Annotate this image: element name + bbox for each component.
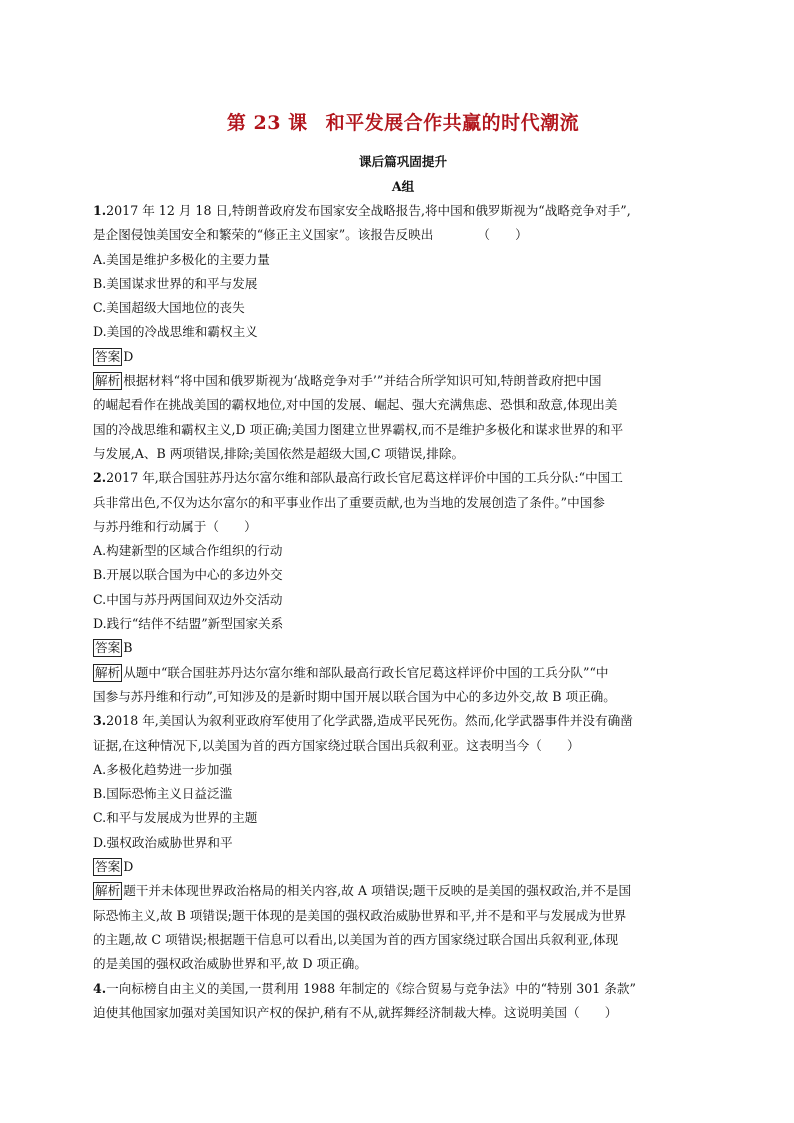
answer-tag: 答案 xyxy=(95,348,121,364)
option-a: A.美国是维护多极化的主要力量 xyxy=(93,251,270,267)
analysis-line: 的是美国的强权政治威胁世界和平,故 D 项正确。 xyxy=(93,956,367,972)
question-stem-line: 与苏丹维和行动属于（ ） xyxy=(93,518,257,534)
option-b: B.美国谋求世界的和平与发展 xyxy=(93,275,258,291)
analysis-tag: 解析 xyxy=(95,664,121,680)
analysis-line: 的崛起看作在挑战美国的霸权地位,对中国的发展、崛起、强大充满焦虑、恐惧和敌意,体现出美 xyxy=(93,397,618,413)
option-d: D.美国的冷战思维和霸权主义 xyxy=(93,324,258,340)
question-3 xyxy=(93,709,713,976)
option-c: C.中国与苏丹两国间双边外交活动 xyxy=(93,591,283,607)
option-a: A.多极化趋势进一步加强 xyxy=(93,761,233,777)
question-stem-line: 2.2017 年,联合国驻苏丹达尔富尔维和部队最高行政长官尼葛这样评价中国的工兵分队:“中国工 xyxy=(93,470,623,486)
analysis-line: 解析 根据材料“将中国和俄罗斯视为‘战略竞争对手’”并结合所学知识可知,特朗普政府把中国 xyxy=(95,373,602,389)
section-subtitle: 课后篇巩固提升 xyxy=(358,154,448,169)
option-a: A.构建新型的区域合作组织的行动 xyxy=(93,543,283,559)
group-heading: A组 xyxy=(391,179,415,194)
answer-line xyxy=(93,636,713,660)
analysis-line: 国的冷战思维和霸权主义,D 项正确;美国力图建立世界霸权,而不是维护多极化和谋求世界的和平 xyxy=(93,421,624,437)
question-4 xyxy=(93,977,713,1026)
lesson-number: 第 23 课 xyxy=(226,112,308,134)
question-number: 4. xyxy=(93,980,107,996)
question-stem-line: 证据,在这种情况下,以美国为首的西方国家绕过联合国出兵叙利亚。这表明当今（ ） xyxy=(93,737,580,753)
answer-value: D xyxy=(123,859,134,875)
option-c: C.和平与发展成为世界的主题 xyxy=(93,810,258,826)
question-number: 2. xyxy=(93,470,107,486)
analysis-line: 际恐怖主义,故 B 项错误;题干体现的是美国的强权政治威胁世界和平,并不是和平与发展成为世界 xyxy=(93,907,627,923)
answer-line xyxy=(93,345,713,369)
answer-line xyxy=(93,855,713,879)
lesson-name: 和平发展合作共赢的时代潮流 xyxy=(325,112,580,134)
question-2 xyxy=(93,466,713,709)
answer-value: B xyxy=(123,640,133,656)
option-b: B.开展以联合国为中心的多边外交 xyxy=(93,567,283,583)
option-d: D.强权政治威胁世界和平 xyxy=(93,834,233,850)
option-c: C.美国超级大国地位的丧失 xyxy=(93,300,245,316)
answer-tag: 答案 xyxy=(95,640,121,656)
lesson-title xyxy=(93,108,713,135)
option-b: B.国际恐怖主义日益泛滥 xyxy=(93,786,233,802)
analysis-line: 的主题,故 C 项错误;根据题干信息可以看出,以美国为首的西方国家绕过联合国出兵叙利亚,体现 xyxy=(93,931,619,947)
question-stem-line: 4.一向标榜自由主义的美国,一贯利用 1988 年制定的《综合贸易与竞争法》中的“特别 301 条款” xyxy=(93,980,636,996)
question-stem-line: 1.2017 年 12 月 18 日,特朗普政府发布国家安全战略报告,将中国和俄罗斯视为“战略竞争对手”, xyxy=(93,203,631,218)
question-1 xyxy=(93,199,713,466)
answer-value: D xyxy=(123,348,134,364)
question-stem-line: 3.2018 年,美国认为叙利亚政府军使用了化学武器,造成平民死伤。然而,化学武器事件并没有确凿 xyxy=(93,713,633,729)
question-number: 1. xyxy=(93,203,107,218)
analysis-line: 与发展,A、B 两项错误,排除;美国依然是超级大国,C 项错误,排除。 xyxy=(93,445,465,461)
analysis-line: 解析 题干并未体现世界政治格局的相关内容,故 A 项错误;题干反映的是美国的强权政治,并不是国 xyxy=(95,883,632,899)
question-stem-line: 是企图侵蚀美国安全和繁荣的“修正主义国家”。该报告反映出 （ ） xyxy=(93,227,528,243)
question-stem-line: 兵非常出色,不仅为达尔富尔的和平事业作出了重要贡献,也为当地的发展创造了条件。”中国参 xyxy=(93,494,605,510)
option-d: D.践行“结伴不结盟”新型国家关系 xyxy=(93,616,284,632)
question-stem-line: 迫使其他国家加强对美国知识产权的保护,稍有不从,就挥舞经济制裁大棒。这说明美国（ ） xyxy=(93,1004,618,1020)
analysis-tag: 解析 xyxy=(95,373,121,389)
analysis-line: 解析 从题中“联合国驻苏丹达尔富尔维和部队最高行政长官尼葛这样评价中国的工兵分队”“中 xyxy=(95,664,609,680)
answer-tag: 答案 xyxy=(95,859,121,875)
analysis-tag: 解析 xyxy=(95,883,121,899)
document-content xyxy=(93,108,713,1025)
question-number: 3. xyxy=(93,713,107,729)
analysis-line: 国参与苏丹维和行动”,可知涉及的是新时期中国开展以联合国为中心的多边外交,故 B 项正确。 xyxy=(93,688,616,704)
